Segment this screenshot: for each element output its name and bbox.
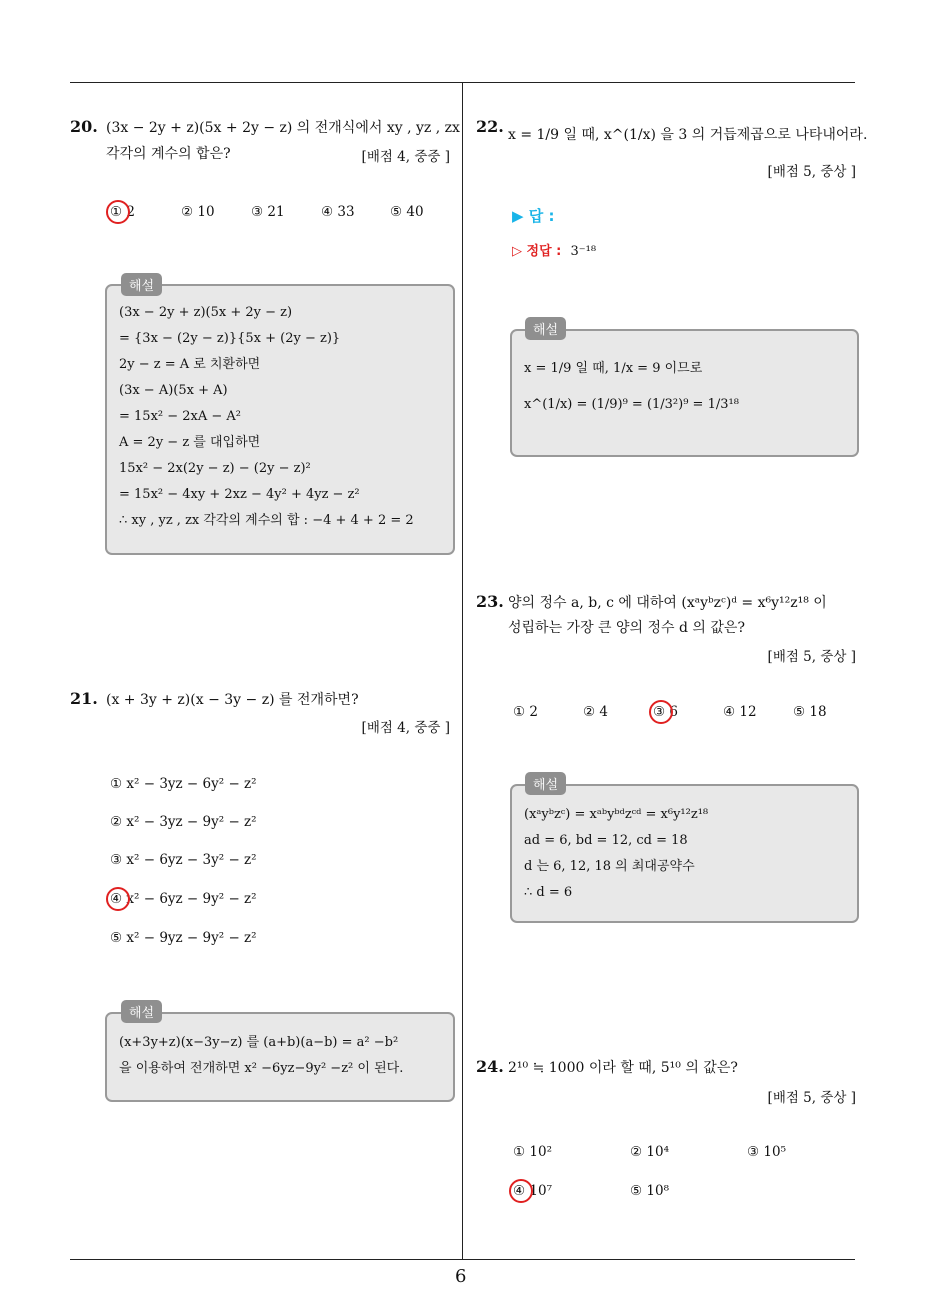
q20-option-3[interactable]: ③ 21 (251, 204, 285, 220)
q20-solution-line: (3x − A)(5x + A) (119, 383, 228, 398)
q24-option-1[interactable]: ① 10² (513, 1144, 552, 1160)
q21-solution-box (105, 1012, 455, 1102)
q21-solution-line: 을 이용하여 전개하면 x² −6yz−9y² −z² 이 된다. (119, 1061, 404, 1076)
q24-answer-mark-icon (509, 1179, 533, 1203)
q20-option-4[interactable]: ④ 33 (321, 204, 355, 220)
q21-answer-mark-icon (106, 887, 130, 911)
q23-option-1[interactable]: ① 2 (513, 704, 538, 720)
q20-solution-line: 15x² − 2x(2y − z) − (2y − z)² (119, 461, 311, 476)
q23-option-4[interactable]: ④ 12 (723, 704, 757, 720)
q23-solution-line: ad = 6, bd = 12, cd = 18 (524, 833, 688, 848)
bottom-rule (70, 1259, 855, 1260)
q21-number: 21. (70, 689, 98, 708)
q24-number: 24. (476, 1057, 504, 1076)
q23-solution-box (510, 784, 859, 923)
page-number: 6 (455, 1266, 467, 1287)
q20-option-5[interactable]: ⑤ 40 (390, 204, 424, 220)
q23-meta: [배점 5, 중상 ] (767, 649, 856, 665)
q22-meta: [배점 5, 중상 ] (767, 164, 856, 180)
q22-solution-tab: 해설 (525, 317, 566, 340)
q23-text-line1: 양의 정수 a, b, c 에 대하여 (xᵃyᵇzᶜ)ᵈ = x⁶y¹²z¹⁸ 이 (508, 595, 827, 611)
q22-text-line1: x = 1/9 일 때, x^(1/x) 을 3 의 거듭제곱으로 나타내어라. (508, 127, 868, 143)
q21-option-4[interactable]: ④ x² − 6yz − 9y² − z² (110, 891, 257, 907)
q21-solution-line: (x+3y+z)(x−3y−z) 를 (a+b)(a−b) = a² −b² (119, 1035, 399, 1050)
q23-option-3[interactable]: ③ 6 (653, 704, 678, 720)
q20-meta: [배점 4, 중중 ] (361, 149, 450, 165)
q24-option-4[interactable]: ④ 10⁷ (513, 1183, 552, 1199)
q24-option-3[interactable]: ③ 10⁵ (747, 1144, 786, 1160)
q22-correct-answer (512, 240, 596, 259)
q21-meta: [배점 4, 중중 ] (361, 720, 450, 736)
q23-solution-line: ∴ d = 6 (524, 885, 573, 900)
q20-answer-mark-icon (106, 200, 130, 224)
q23-option-2[interactable]: ② 4 (583, 704, 608, 720)
q20-solution-box (105, 284, 455, 555)
q20-text-line2: 각각의 계수의 합은? (106, 146, 231, 162)
q20-option-2[interactable]: ② 10 (181, 204, 215, 220)
q20-solution-tab: 해설 (121, 273, 162, 296)
q22-number: 22. (476, 117, 504, 136)
q20-solution-line: ∴ xy , yz , zx 각각의 계수의 합 : −4 + 4 + 2 = 2 (119, 513, 414, 528)
q23-text-line2: 성립하는 가장 큰 양의 정수 d 의 값은? (508, 620, 745, 636)
q22-solution-line: x = 1/9 일 때, 1/x = 9 이므로 (524, 361, 703, 376)
q23-solution-line: (xᵃyᵇzᶜ) = xᵃᵇyᵇᵈzᶜᵈ = x⁶y¹²z¹⁸ (524, 807, 709, 822)
q24-text-line1: 2¹⁰ ≒ 1000 이라 할 때, 5¹⁰ 의 값은? (508, 1060, 738, 1076)
q20-option-1[interactable]: ① 2 (110, 204, 135, 220)
q22-correct-label: ▷ 정답 : (512, 244, 562, 259)
q20-solution-line: = 15x² − 4xy + 2xz − 4y² + 4yz − z² (119, 487, 360, 502)
q20-solution-line: = {3x − (2y − z)}{5x + (2y − z)} (119, 331, 341, 346)
q23-option-5[interactable]: ⑤ 18 (793, 704, 827, 720)
q22-solution-box (510, 329, 859, 457)
q22-solution-line: x^(1/x) = (1/9)⁹ = (1/3²)⁹ = 1/3¹⁸ (524, 397, 739, 412)
q23-solution-line: d 는 6, 12, 18 의 최대공약수 (524, 859, 695, 874)
q21-option-1[interactable]: ① x² − 3yz − 6y² − z² (110, 776, 257, 792)
q20-solution-line: A = 2y − z 를 대입하면 (119, 435, 261, 450)
q24-option-5[interactable]: ⑤ 10⁸ (630, 1183, 669, 1199)
q22-answer-label: ▶ 답 : (512, 207, 555, 225)
q21-solution-tab: 해설 (121, 1000, 162, 1023)
q20-solution-line: (3x − 2y + z)(5x + 2y − z) (119, 305, 293, 320)
q23-answer-mark-icon (649, 700, 673, 724)
q24-meta: [배점 5, 중상 ] (767, 1090, 856, 1106)
q20-solution-line: = 15x² − 2xA − A² (119, 409, 242, 424)
q21-option-2[interactable]: ② x² − 3yz − 9y² − z² (110, 814, 257, 830)
q20-solution-line: 2y − z = A 로 치환하면 (119, 357, 261, 372)
q20-number: 20. (70, 117, 98, 136)
q20-text-line1: (3x − 2y + z)(5x + 2y − z) 의 전개식에서 xy , yz , zx (106, 120, 460, 136)
q21-text-line1: (x + 3y + z)(x − 3y − z) 를 전개하면? (106, 692, 359, 708)
q23-number: 23. (476, 592, 504, 611)
q24-option-2[interactable]: ② 10⁴ (630, 1144, 669, 1160)
q22-correct-value: 3⁻¹⁸ (570, 244, 597, 259)
q21-option-5[interactable]: ⑤ x² − 9yz − 9y² − z² (110, 930, 257, 946)
column-divider (462, 83, 463, 1260)
q23-solution-tab: 해설 (525, 772, 566, 795)
q21-option-3[interactable]: ③ x² − 6yz − 3y² − z² (110, 852, 257, 868)
